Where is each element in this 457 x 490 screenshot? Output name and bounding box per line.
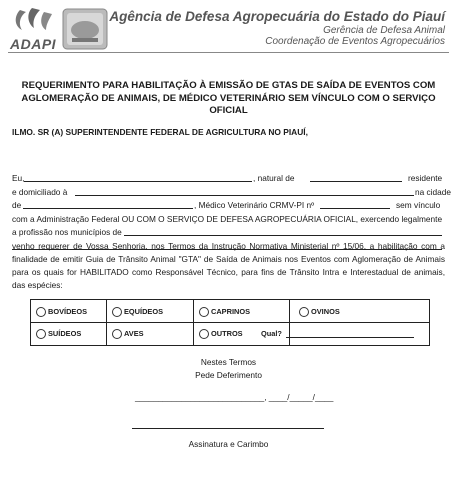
header-text — [109, 9, 445, 47]
label-municipios: a profissão nos municípios de — [12, 227, 122, 237]
option-label: CAPRINOS — [211, 307, 251, 316]
city-field[interactable] — [23, 199, 193, 209]
title-line-1: REQUERIMENTO PARA HABILITAÇÃO À EMISSÃO DE GTAS DE SAÍDA DE EVENTOS COM — [21, 80, 436, 91]
form-row-municipalities — [12, 226, 447, 240]
label-eu: Eu, — [12, 173, 25, 183]
closing-line-1: Nestes Termos — [200, 357, 257, 367]
title-line-2: AGLOMERAÇÃO DE ANIMAIS, DE MÉDICO VETERINÁRIO SEM VÍNCULO COM O SERVIÇO OFICIAL — [21, 92, 436, 116]
place-date-field[interactable]: ____________________________, ____/_____/____ — [135, 392, 334, 402]
form-row-address — [12, 186, 451, 200]
option-label: BOVÍDEOS — [48, 307, 88, 316]
department-name: Gerência de Defesa Animal — [323, 25, 445, 36]
agency-name: Agência de Defesa Agropecuária do Estado do Piauí — [109, 9, 445, 24]
option-bovideos[interactable] — [36, 301, 87, 322]
radio-icon[interactable] — [199, 329, 209, 339]
label-natural-de: , natural de — [253, 173, 295, 183]
crmv-field[interactable] — [320, 199, 390, 209]
option-outros[interactable] — [199, 323, 243, 344]
label-de: de — [12, 200, 22, 210]
form-row-city — [12, 199, 447, 213]
radio-icon[interactable] — [199, 307, 209, 317]
option-label: OUTROS — [211, 329, 243, 338]
label-residente: residente — [408, 173, 443, 183]
request-paragraph: venho requerer de Vossa Senhoria, nos Termos da Instrução Normativa Ministerial nº 15/06, a habilitação com a finalidade de emitir Guia de Trânsito Animal "GTA" de Saída de Animais nos Eventos com Aglomeração de Animais para os quais for HABILITADO como Responsável Técnico, para fins de Trânsito Intra e Interestadual de animais, das espécies: — [12, 241, 445, 290]
birthplace-field[interactable] — [310, 172, 402, 182]
option-label: SUÍDEOS — [48, 329, 82, 338]
species-table — [30, 299, 430, 346]
option-label: EQUÍDEOS — [124, 307, 164, 316]
option-label: OVINOS — [311, 307, 340, 316]
radio-icon[interactable] — [112, 307, 122, 317]
signature-line[interactable] — [132, 428, 324, 429]
emblem-icon — [62, 8, 108, 50]
logo-text: ADAPI — [10, 36, 57, 52]
form-row-name — [12, 172, 447, 186]
label-domiciliado: e domiciliado à — [12, 186, 68, 197]
label-crmv: , Médico Veterinário CRMV-PI nº — [194, 200, 315, 210]
option-suideos[interactable] — [36, 323, 81, 344]
option-caprinos[interactable] — [199, 301, 250, 322]
qual-label: Qual? — [261, 329, 282, 338]
qual-input-line[interactable] — [286, 329, 414, 338]
label-na-cidade: na cidade — [415, 186, 451, 197]
option-equideos[interactable] — [112, 301, 163, 322]
form-row-admin — [12, 213, 447, 227]
option-aves[interactable] — [112, 323, 144, 344]
option-label: AVES — [124, 329, 144, 338]
closing-line-2: Pede Deferimento — [195, 370, 262, 380]
option-ovinos[interactable] — [299, 301, 340, 322]
name-field[interactable] — [24, 172, 252, 182]
radio-icon[interactable] — [36, 329, 46, 339]
coordination-name: Coordenação de Eventos Agropecuários — [265, 36, 445, 47]
admin-statement: com a Administração Federal OU COM O SERVIÇO DE DEFESA AGROPECUÁRIA OFICIAL, exercendo legalmente — [12, 213, 443, 224]
municipalities-field[interactable] — [124, 226, 442, 236]
addressee: ILMO. SR (A) SUPERINTENDENTE FEDERAL DE AGRICULTURA NO PIAUÍ, — [12, 127, 308, 137]
radio-icon[interactable] — [299, 307, 309, 317]
address-field[interactable] — [75, 186, 414, 196]
document-title — [10, 80, 447, 118]
radio-icon[interactable] — [112, 329, 122, 339]
signature-label: Assinatura e Carimbo — [188, 439, 269, 449]
other-species-field[interactable] — [261, 323, 414, 344]
radio-icon[interactable] — [36, 307, 46, 317]
label-sem-vinculo: sem vínculo — [396, 200, 441, 210]
header-divider — [8, 52, 449, 53]
